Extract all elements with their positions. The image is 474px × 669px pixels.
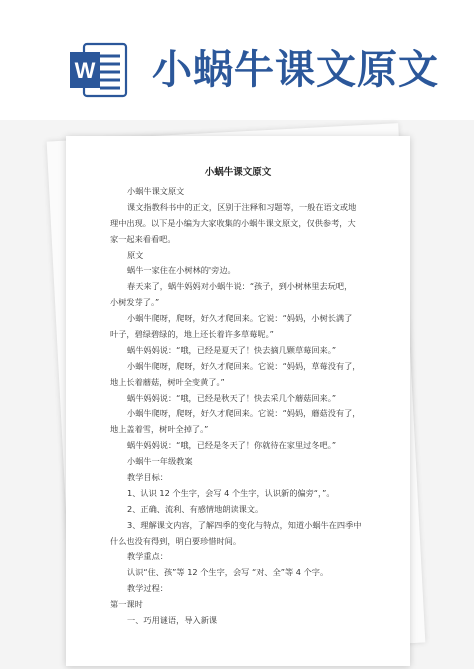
document-line: 地上盖着雪，树叶全掉了。” [110,424,209,435]
document-line: 小蜗牛一年级教案 [127,456,193,467]
document-line: 小蜗牛爬呀，爬呀，好久才爬回来。它说：“妈妈，小树长满了 [127,313,353,324]
word-logo-letter: W [74,58,96,83]
document-line: 教学重点： [127,551,168,562]
document-line: 教学过程： [127,583,168,594]
document-line: 1、认识 12 个生字，会写 4 个生字，认识新的偏旁“，”。 [127,487,335,498]
document-line: 家一起来看看吧。 [110,233,176,244]
document-line: 蜗牛妈妈说：“哦，已经是秋天了！快去采几个蘑菇回来。” [127,392,337,403]
document-line: 什么也没有得到，明白要珍惜时间。 [110,535,242,546]
document-line: 小蜗牛课文原文 [127,186,185,196]
document-line: 小蜗牛爬呀，爬呀，好久才爬回来。它说：“妈妈，草莓没有了， [127,360,361,371]
document-line: 教学目标： [127,472,168,483]
document-line: 3、理解课文内容，了解四季的变化与特点，知道小蜗牛在四季中 [127,519,362,530]
document-title: 小蜗牛课文原文 [204,167,272,178]
document-line: 小树发芽了。” [110,297,160,308]
word-icon [68,42,128,98]
document-line: 蜗牛妈妈说：“哦，已经是冬天了！你就待在家里过冬吧。” [127,440,337,451]
document-line: 第一课时 [110,599,143,610]
document-line: 春天来了，蜗牛妈妈对小蜗牛说：“孩子，到小树林里去玩吧， [127,281,353,292]
document-line: 一、巧用谜语，导入新课 [127,615,218,626]
page-header [0,0,474,130]
document-line: 叶子，碧绿碧绿的，地上还长着许多草莓呢。” [110,329,274,340]
document-line: 2、正确、流利、有感情地朗读课文。 [127,503,264,514]
document-page [66,136,410,666]
document-line: 地上长着蘑菇，树叶全变黄了。” [110,376,225,387]
document-line: 小蜗牛爬呀，爬呀，好久才爬回来。它说：“妈妈，蘑菇没有了， [127,408,361,419]
document-line: 理中出现。以下是小编为大家收集的小蜗牛课文原文，仅供参考，大 [110,217,356,228]
document-body [110,184,372,629]
header-title: 小蜗牛课文原文 [152,47,439,93]
document-line: 课文指教科书中的正文，区别于注释和习题等，一般在语文或地 [127,201,357,212]
document-line: 认识“住、孩”等 12 个生字，会写 “对、全”等 4 个字。 [127,567,329,578]
document-line: 原文 [127,249,144,260]
document-line: 蜗牛妈妈说：“哦，已经是夏天了！快去摘几颗草莓回来。” [127,344,337,355]
document-line: 蜗牛一家住在小树林的'旁边。 [127,265,236,276]
